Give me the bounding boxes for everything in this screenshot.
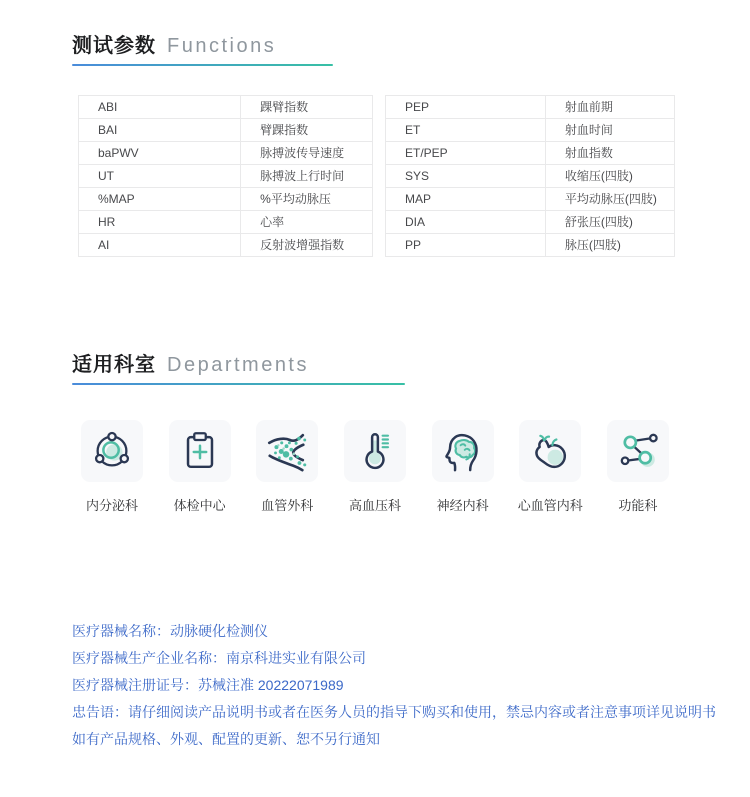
param-label: 踝臂指数: [241, 96, 373, 119]
param-label: 射血指数: [545, 142, 674, 165]
param-label: 臂踝指数: [241, 119, 373, 142]
departments-title-en: Departments: [167, 354, 309, 376]
param-row: [79, 165, 373, 188]
param-row: [79, 142, 373, 165]
functions-section: [0, 0, 750, 257]
param-label: 舒张压(四肢): [545, 211, 674, 234]
footer-line: 医疗器械生产企业名称：南京科进实业有限公司: [72, 650, 366, 666]
dept-label: 高血压科: [348, 498, 401, 513]
parameter-tables: [78, 95, 750, 257]
gradient-rule: [72, 383, 405, 385]
blood-vessel-icon: [264, 428, 310, 474]
param-abbr: UT: [79, 165, 241, 188]
param-row: [79, 234, 373, 257]
param-label: %平均动脉压: [241, 188, 373, 211]
gradient-rule: [72, 64, 333, 66]
dept-label: 功能科: [618, 498, 658, 513]
param-row: [79, 188, 373, 211]
dept-endocrinology: [72, 420, 152, 514]
param-label: 射血前期: [545, 96, 674, 119]
param-abbr: baPWV: [79, 142, 241, 165]
dept-cardiology: [510, 420, 590, 514]
footer-line: 医疗器械名称：动脉硬化检测仪: [72, 623, 268, 639]
param-label: 脉搏波传导速度: [241, 142, 373, 165]
heart-organ-icon: [527, 428, 573, 474]
param-abbr: ET: [386, 119, 546, 142]
dept-vascular-surgery: [247, 420, 327, 514]
param-label: 脉搏波上行时间: [241, 165, 373, 188]
param-label: 收缩压(四肢): [545, 165, 674, 188]
endocrinology-icon: [89, 428, 135, 474]
param-abbr: PP: [386, 234, 546, 257]
param-abbr: ABI: [79, 96, 241, 119]
functions-title-zh: 测试参数: [72, 35, 156, 57]
param-abbr: %MAP: [79, 188, 241, 211]
functions-title-en: Functions: [167, 35, 277, 57]
param-abbr: HR: [79, 211, 241, 234]
param-row: [386, 211, 675, 234]
parameter-table-right: [385, 95, 675, 257]
dept-label: 心血管内科: [517, 498, 583, 513]
param-row: [386, 188, 675, 211]
departments-header: [72, 352, 750, 380]
param-row: [79, 211, 373, 234]
param-row: [386, 165, 675, 188]
molecule-nodes-icon: [615, 428, 661, 474]
footer-line: 忠告语：请仔细阅读产品说明书或者在医务人员的指导下购买和使用，禁忌内容或者注意事项详见说明书: [72, 704, 716, 720]
param-abbr: BAI: [79, 119, 241, 142]
checkup-clipboard-icon: [177, 428, 223, 474]
thermometer-icon: [352, 428, 398, 474]
dept-label: 神经内科: [436, 498, 489, 513]
functions-header: [72, 33, 750, 61]
param-row: [386, 234, 675, 257]
dept-neurology: [423, 420, 503, 514]
param-abbr: MAP: [386, 188, 546, 211]
param-row: [79, 119, 373, 142]
param-label: 射血时间: [545, 119, 674, 142]
param-row: [386, 119, 675, 142]
param-row: [79, 96, 373, 119]
param-label: 心率: [241, 211, 373, 234]
parameter-table-left: [78, 95, 373, 257]
dept-checkup-center: [160, 420, 240, 514]
dept-function: [598, 420, 678, 514]
dept-label: 内分泌科: [85, 498, 138, 513]
footer-line: 如有产品规格、外观、配置的更新、恕不另行通知: [72, 731, 380, 747]
param-abbr: DIA: [386, 211, 546, 234]
param-row: [386, 142, 675, 165]
param-abbr: AI: [79, 234, 241, 257]
param-label: 平均动脉压(四肢): [545, 188, 674, 211]
param-label: 反射波增强指数: [241, 234, 373, 257]
regulatory-footer: [72, 618, 750, 753]
param-row: [386, 96, 675, 119]
departments-section: [0, 352, 750, 514]
departments-title-zh: 适用科室: [72, 354, 156, 376]
param-abbr: PEP: [386, 96, 546, 119]
departments-row: [72, 420, 678, 514]
head-brain-icon: [440, 428, 486, 474]
dept-label: 血管外科: [261, 498, 314, 513]
param-label: 脉压(四肢): [545, 234, 674, 257]
footer-line: 医疗器械注册证号：苏械注准 20222071989: [72, 677, 344, 693]
param-abbr: SYS: [386, 165, 546, 188]
dept-hypertension: [335, 420, 415, 514]
param-abbr: ET/PEP: [386, 142, 546, 165]
dept-label: 体检中心: [173, 498, 226, 513]
